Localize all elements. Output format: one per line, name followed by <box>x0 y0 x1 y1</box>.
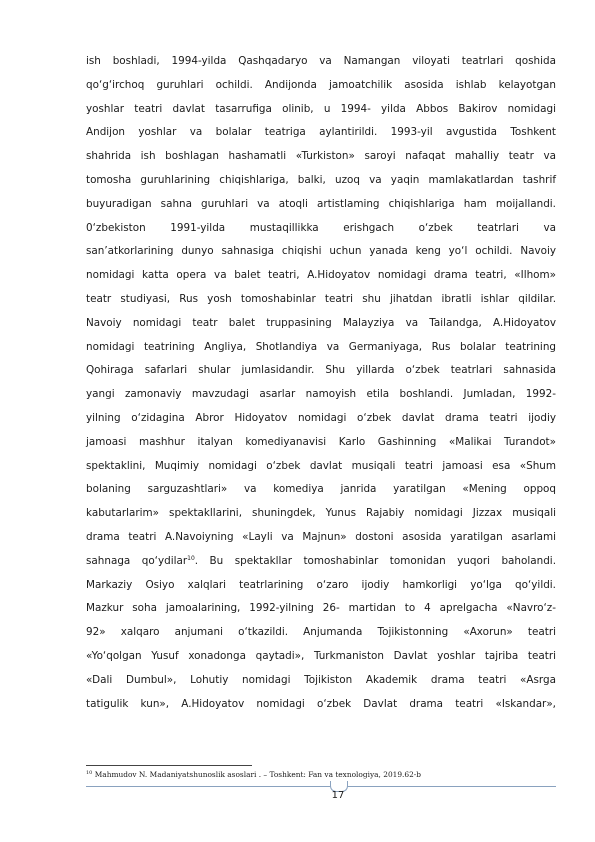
text-line: Navoiy nomidagi teatr balet truppasining Malayziya va Tailandga, A.Hidoyatov <box>86 316 556 329</box>
footnote-reference[interactable]: 10 <box>187 554 195 562</box>
text-line: tatigulik kun», A.Hidoyatov nomidagi o‘zbek Davlat drama teatri «Iskandar», <box>86 697 556 710</box>
body-text <box>86 50 556 716</box>
text-line-with-footnote <box>86 550 556 574</box>
text-line: bolaning sarguzashtlari» va komediya janrida yaratilgan «Mening oppoq <box>86 483 556 496</box>
footer-rule-right <box>346 786 556 787</box>
text-line: ish boshladi, 1994-yilda Qashqadaryo va Namangan viloyati teatrlari qoshida <box>86 55 556 67</box>
text-line: nomidagi teatrining Angliya, Shotlandiya va Germaniyaga, Rus bolalar teatrining <box>86 340 556 353</box>
footer-rule-left <box>86 786 330 787</box>
text-line: drama teatri A.Navoiyning «Layli va Majnun» dostoni asosida yaratilgan asarlami <box>86 530 556 543</box>
text-line: qo‘g‘irchoq guruhlari ochildi. Andijonda jamoatchilik asosida ishlab kelayotgan <box>86 78 556 91</box>
text-line: tomosha guruhlarining chiqishlariga, balki, uzoq va yaqin mamlakatlardan tashrif <box>86 173 556 186</box>
text-line: Andijon yoshlar va bolalar teatriga aylantirildi. 1993-yil avgustida Toshkent <box>86 126 556 139</box>
footnote <box>86 770 556 779</box>
text-line: «Dali Dumbul», Lohutiy nomidagi Tojikiston Akademik drama teatri «Asrga <box>86 673 556 686</box>
text-line: spektaklini, Muqimiy nomidagi o‘zbek davlat musiqali teatri jamoasi esa «Shum <box>86 459 556 472</box>
text-line: buyuradigan sahna guruhlari va atoqli artistlaming chiqishlariga ham moijallandi. <box>86 197 556 210</box>
footnote-marker: 10 <box>86 770 93 776</box>
footnote-separator <box>86 765 252 766</box>
text-line: teatr studiyasi, Rus yosh tomoshabinlar teatri shu jihatdan ibratli ishlar qildilar. <box>86 292 556 305</box>
text-line: yilning o‘zidagina Abror Hidoyatov nomidagi o‘zbek davlat drama teatri ijodiy <box>86 411 556 424</box>
text-line: Qohiraga safarlari shular jumlasidandir. Shu yillarda o‘zbek teatrlari sahnasida <box>86 364 556 377</box>
text-segment: . Bu spektakllar tomoshabinlar tomonidan yuqori baholandi. <box>194 554 556 567</box>
text-line: 92» xalqaro anjumani o‘tkazildi. Anjumanda Tojikistonning «Axorun» teatri <box>86 626 556 639</box>
text-line: kabutarlarim» spektakllarini, shuningdek, Yunus Rajabiy nomidagi Jizzax musiqali <box>86 507 556 520</box>
footnote-text: Mahmudov N. Madaniyatshunoslik asoslari . – Toshkent: Fan va texnologiya, 2019.62-b <box>92 770 422 779</box>
text-line: «Yo‘qolgan Yusuf xonadonga qaytadi», Turkmaniston Davlat yoshlar tajriba teatri <box>86 649 556 662</box>
text-line: shahrida ish boshlagan hashamatli «Turkiston» saroyi nafaqat mahalliy teatr va <box>86 150 556 163</box>
page-number: 17 <box>331 790 345 801</box>
text-line: Mazkur soha jamoalarining, 1992-yilning 26- martidan to 4 aprelgacha «Navro‘z- <box>86 602 556 615</box>
text-line: 0‘zbekiston 1991-yilda mustaqillikka erishgach o‘zbek teatrlari va <box>86 221 556 234</box>
text-line: nomidagi katta opera va balet teatri, A.Hidoyatov nomidagi drama teatri, «Ilhom» <box>86 269 556 282</box>
text-line: yangi zamonaviy mavzudagi asarlar namoyish etila boshlandi. Jumladan, 1992- <box>86 388 556 401</box>
text-line: jamoasi mashhur italyan komediyanavisi Karlo Gashinning «Malikai Turandot» <box>86 435 556 448</box>
text-line: Markaziy Osiyo xalqlari teatrlarining o‘zaro ijodiy hamkorligi yo‘lga qo‘yildi. <box>86 578 556 591</box>
text-line: san’atkorlarining dunyo sahnasiga chiqishi uchun yanada keng yo‘l ochildi. Navoiy <box>86 245 556 258</box>
text-line: yoshlar teatri davlat tasarrufiga olinib, u 1994- yilda Abbos Bakirov nomidagi <box>86 102 556 115</box>
text-segment: sahnaga qo‘ydilar <box>86 554 188 567</box>
